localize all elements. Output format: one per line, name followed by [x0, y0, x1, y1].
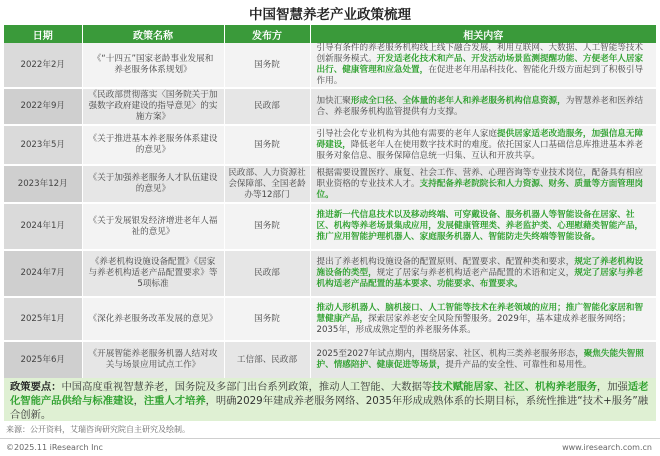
- highlighted-text: 推动人形机器人、脑机接口、人工智能等技术在养老领域的应用；: [316, 302, 566, 313]
- policy-name-cell: 《民政部贯彻落实〈国务院关于加强数字政府建设的指导意见〉的实施方案》: [82, 88, 224, 125]
- policy-name-cell: 《关于加强养老服务人才队伍建设的意见》: [82, 165, 224, 203]
- policy-name-cell: 《开展智能养老服务机器人结对攻关与场景应用试点工作》: [82, 341, 224, 379]
- policy-table: [4, 25, 656, 380]
- policy-name-cell: 《养老机构设施设备配置》《居家与养老机构适老产品配置要求》等5项标准: [82, 250, 224, 297]
- column-header-policy-name: 政策名称: [82, 25, 224, 43]
- highlighted-text: 聚焦失能失智照护、情感陪护、健康促进等场景，: [316, 349, 644, 370]
- summary-label: 政策要点：: [10, 381, 62, 393]
- content-text: 为智慧养老和医养结合、养老服务机构监管提供有力支撑。: [316, 95, 644, 117]
- content-text: 提出了养老机构设施设备的配置原则、配置要求、配置种类和要求，: [316, 257, 575, 267]
- highlighted-text: 支持配备养老院院长和人力资源、财务、质量等方面管理岗位。: [316, 178, 644, 200]
- summary-highlight: 注重人才培养: [143, 395, 206, 407]
- content-text: 引导有条件的养老服务机构线上线下融合发展，利用互联网、大数据、人工智能等技术创新服务模式。: [316, 43, 644, 64]
- summary-text: [10, 381, 648, 421]
- policy-summary: [4, 378, 656, 421]
- policy-name-cell: 《深化养老服务改革发展的意见》: [82, 297, 224, 341]
- highlighted-text: 提供居家适老改造服务，加强信息无障碍建设，: [316, 128, 644, 150]
- highlighted-text: 规定了养老机构设施设备的类型，: [316, 257, 644, 278]
- summary-segment: ，加强: [596, 381, 628, 393]
- table-body: [4, 43, 656, 379]
- issuer-cell: 国务院: [224, 43, 310, 88]
- highlighted-text: 形成全口径、全体量的老年人和养老服务机构信息资源，: [350, 95, 566, 106]
- table-row: [4, 125, 656, 165]
- issuer-cell: 国务院: [224, 125, 310, 165]
- highlighted-text: 规定了居家与养老机构适老产品配置的基本要求、功能要求、布置要求。: [316, 268, 644, 289]
- date-cell: 2023年5月: [4, 125, 82, 165]
- content-cell: [310, 43, 656, 88]
- table-header-row: [4, 25, 656, 43]
- column-header-issuer: 发布方: [224, 25, 310, 43]
- content-text: 根据需要设置医疗、康复、社会工作、营养、心理咨询等专业技术岗位，配备具有相应职业资格的专业技术人才。: [316, 167, 644, 189]
- issuer-cell: 国务院: [224, 203, 310, 250]
- policy-name-cell: 《“十四五”国家老龄事业发展和养老服务体系规划》: [82, 43, 224, 88]
- column-header-date: 日期: [4, 25, 82, 43]
- page-title: 中国智慧养老产业政策梳理: [249, 7, 411, 23]
- source-note: 来源：公开资料，艾瑞咨询研究院自主研究及绘制。: [6, 425, 190, 434]
- content-cell: [310, 125, 656, 165]
- issuer-cell: 工信部、民政部: [224, 341, 310, 379]
- date-cell: 2025年6月: [4, 341, 82, 379]
- table-row: [4, 43, 656, 88]
- table-row: [4, 341, 656, 379]
- content-text: 加快汇聚: [316, 95, 351, 106]
- summary-segment: ，明确2029年建成养老服务网络、2035年形成成熟体系的长期目标，系统性推进“技术+服务”融合创新。: [10, 395, 649, 421]
- table-row: [4, 165, 656, 203]
- policy-name-cell: 《关于发展银发经济增进老年人福祉的意见》: [82, 203, 224, 250]
- summary-highlight: 技术赋能居家、社区、机构养老服务: [432, 381, 597, 393]
- column-header-content: 相关内容: [310, 25, 656, 43]
- content-text: 引导社会化专业机构为其他有需要的老年人家庭: [316, 128, 497, 139]
- content-text: 探索居家养老安全风险预警服务。2029年，基本建成养老服务网络；2035年，形成成熟定型的养老服务体系。: [316, 313, 631, 335]
- content-cell: [310, 341, 656, 379]
- issuer-cell: 国务院: [224, 297, 310, 341]
- issuer-cell: 民政部: [224, 88, 310, 125]
- content-text: 降低老年人在使用数字技术时的难度。依托国家人口基础信息库推进基本养老服务对象信息、服务保障信息统一归集、互认和开放共享。: [316, 139, 644, 161]
- table-row: [4, 297, 656, 341]
- date-cell: 2024年7月: [4, 250, 82, 297]
- date-cell: 2024年1月: [4, 203, 82, 250]
- content-text: 提升产品的安全性、可靠性和易用性。: [445, 360, 592, 370]
- table-row: [4, 88, 656, 125]
- date-cell: 2023年12月: [4, 165, 82, 203]
- date-cell: 2022年2月: [4, 43, 82, 88]
- website-url: www.iresearch.com.cn: [562, 443, 652, 452]
- content-cell: [310, 165, 656, 203]
- date-cell: 2025年1月: [4, 297, 82, 341]
- highlighted-text: 推进新一代信息技术以及移动终端、可穿戴设备、服务机器人等智能设备在居家、社区、机构等养老场景集成应用，发展健康管理类、养老监护类、心理慰藉类智能产品，推广应用智能护理机器人、家庭服务机器人、智能防走失终端等智能设备。: [316, 210, 644, 242]
- footer-divider: [0, 438, 660, 439]
- summary-highlight: 适老化智能产品供给与标准建设: [10, 381, 649, 407]
- content-text: 2025至2027年试点期内，围绕居家、社区、机构三类养老服务形态，: [316, 349, 584, 359]
- policy-name-cell: 《关于推进基本养老服务体系建设的意见》: [82, 125, 224, 165]
- table-row: [4, 203, 656, 250]
- copyright-text: ©2025.11 iResearch Inc: [6, 443, 103, 452]
- content-text: 在促进老年用品科技化、智能化升级方面起到了积极引导作用。: [316, 65, 644, 86]
- content-cell: [310, 297, 656, 341]
- date-cell: 2022年9月: [4, 88, 82, 125]
- content-cell: [310, 88, 656, 125]
- issuer-cell: 民政部、人力资源社会保障部、全国老龄办等12部门: [224, 165, 310, 203]
- table-row: [4, 250, 656, 297]
- summary-segment: 中国高度重视智慧养老，国务院及多部门出台系列政策，推动人工智能、大数据等: [61, 381, 433, 393]
- summary-segment: ，: [133, 395, 144, 407]
- content-cell: [310, 250, 656, 297]
- content-text: 规定了居家与养老机构适老产品配置的术语和定义，: [376, 268, 575, 278]
- highlighted-text: 推广智能化家居和智慧健康产品，: [316, 302, 644, 324]
- issuer-cell: 民政部: [224, 250, 310, 297]
- highlighted-text: 开发适老化技术和产品、开发活动场景监测提醒功能、方便老年人居家出行、健康管理和应急处置，: [316, 54, 644, 75]
- content-cell: [310, 203, 656, 250]
